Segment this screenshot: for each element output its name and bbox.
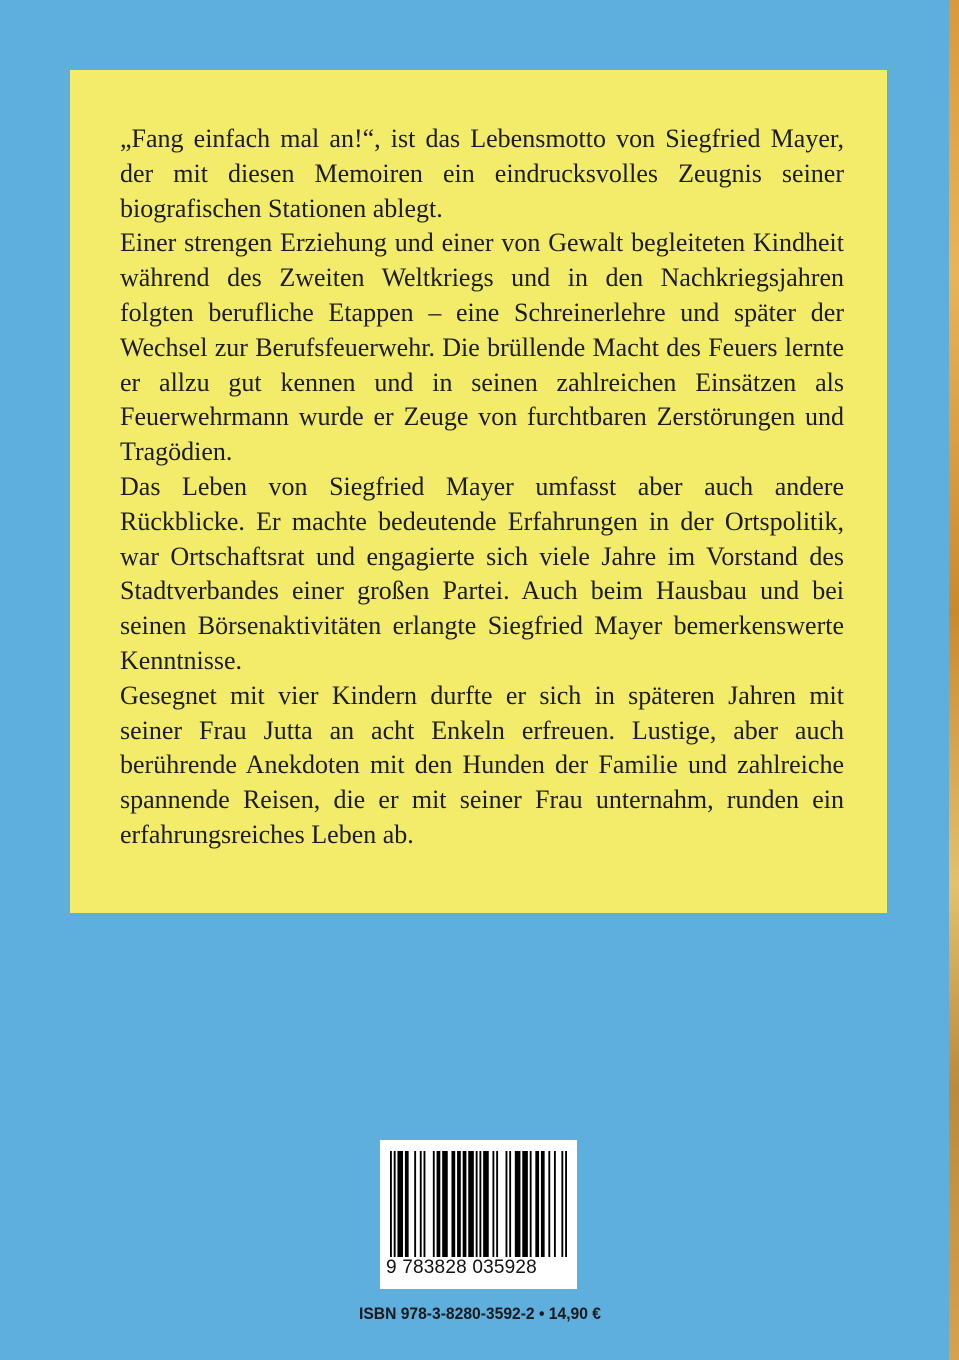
blurb-paragraph-1: „Fang einfach mal an!“, ist das Lebensmotto von Siegfried Mayer, der mit diesen Memoiren ein eindrucksvolles Zeugnis seiner biografischen Stationen ablegt. xyxy=(120,124,844,223)
barcode-bar xyxy=(554,1151,556,1257)
barcode-bar xyxy=(405,1151,409,1257)
barcode-bar xyxy=(424,1151,426,1257)
barcode-bar xyxy=(515,1151,521,1257)
barcode-bar xyxy=(561,1151,563,1257)
barcode-bar xyxy=(437,1151,441,1257)
barcode-bar xyxy=(397,1151,403,1257)
blurb-paragraph-3: Das Leben von Siegfried Mayer umfasst aber auch andere Rückblicke. Er machte bedeutende Erfahrungen in der Ortspolitik, war Ortschaftsrat und engagierte sich viele Jahre im Vorstand des Stadtverbandes einer großen Partei. Auch beim Hausbau und bei seinen Börsenaktivitäten erlangte Siegfried Mayer bemerkenswerte Kenntnisse. xyxy=(120,471,844,675)
front-cover-edge xyxy=(949,0,959,1360)
barcode-bar xyxy=(541,1151,545,1257)
barcode-bar xyxy=(483,1151,489,1257)
barcode-bar xyxy=(390,1151,392,1257)
barcode-bar xyxy=(522,1151,528,1257)
barcode-bar xyxy=(394,1151,396,1257)
barcode-bar xyxy=(565,1151,567,1257)
barcode xyxy=(380,1140,577,1289)
barcode-bar xyxy=(548,1151,550,1257)
isbn-price: ISBN 978-3-8280-3592-2 • 14,90 € xyxy=(359,1304,601,1323)
barcode-bar xyxy=(457,1151,461,1257)
barcode-bar xyxy=(476,1151,478,1257)
blurb-text xyxy=(120,122,844,853)
barcode-bar xyxy=(509,1151,511,1257)
barcode-digits: 9 783828 035928 xyxy=(386,1257,537,1278)
blurb-box xyxy=(70,70,887,913)
barcode-bars xyxy=(390,1151,567,1257)
barcode-bar xyxy=(414,1151,416,1257)
barcode-bar xyxy=(479,1151,481,1257)
barcode-bar xyxy=(496,1151,498,1257)
barcode-bar xyxy=(468,1151,474,1257)
barcode-bar xyxy=(530,1151,532,1257)
barcode-bar xyxy=(420,1151,422,1257)
blurb-paragraph-4: Gesegnet mit vier Kindern durfte er sich in späteren Jahren mit seiner Frau Jutta an acht Enkeln erfreuen. Lustige, aber auch berührende Anekdoten mit den Hunden der Familie und zahlreiche spannende Reisen, die er mit seiner Frau unternahm, runden ein erfahrungsreiches Leben ab. xyxy=(120,680,844,849)
barcode-bar xyxy=(506,1151,508,1257)
barcode-bar xyxy=(463,1151,467,1257)
barcode-bar xyxy=(492,1151,494,1257)
barcode-bar xyxy=(451,1151,455,1257)
barcode-bar xyxy=(442,1151,448,1257)
blurb-paragraph-2: Einer strengen Erziehung und einer von Gewalt begleiteten Kindheit während des Zweiten Weltkriegs und in den Nachkriegsjahren folgten berufliche Etappen – eine Schreinerlehre und später der Wechsel zur Berufsfeuerwehr. Die brüllende Macht des Feuers lernte er allzu gut kennen und in seinen zahlreichen Einsätzen als Feuerwehrmann wurde er Zeuge von furchtbaren Zerstörungen und Tragödien. xyxy=(120,228,844,467)
barcode-bar xyxy=(433,1151,435,1257)
barcode-bar xyxy=(535,1151,539,1257)
